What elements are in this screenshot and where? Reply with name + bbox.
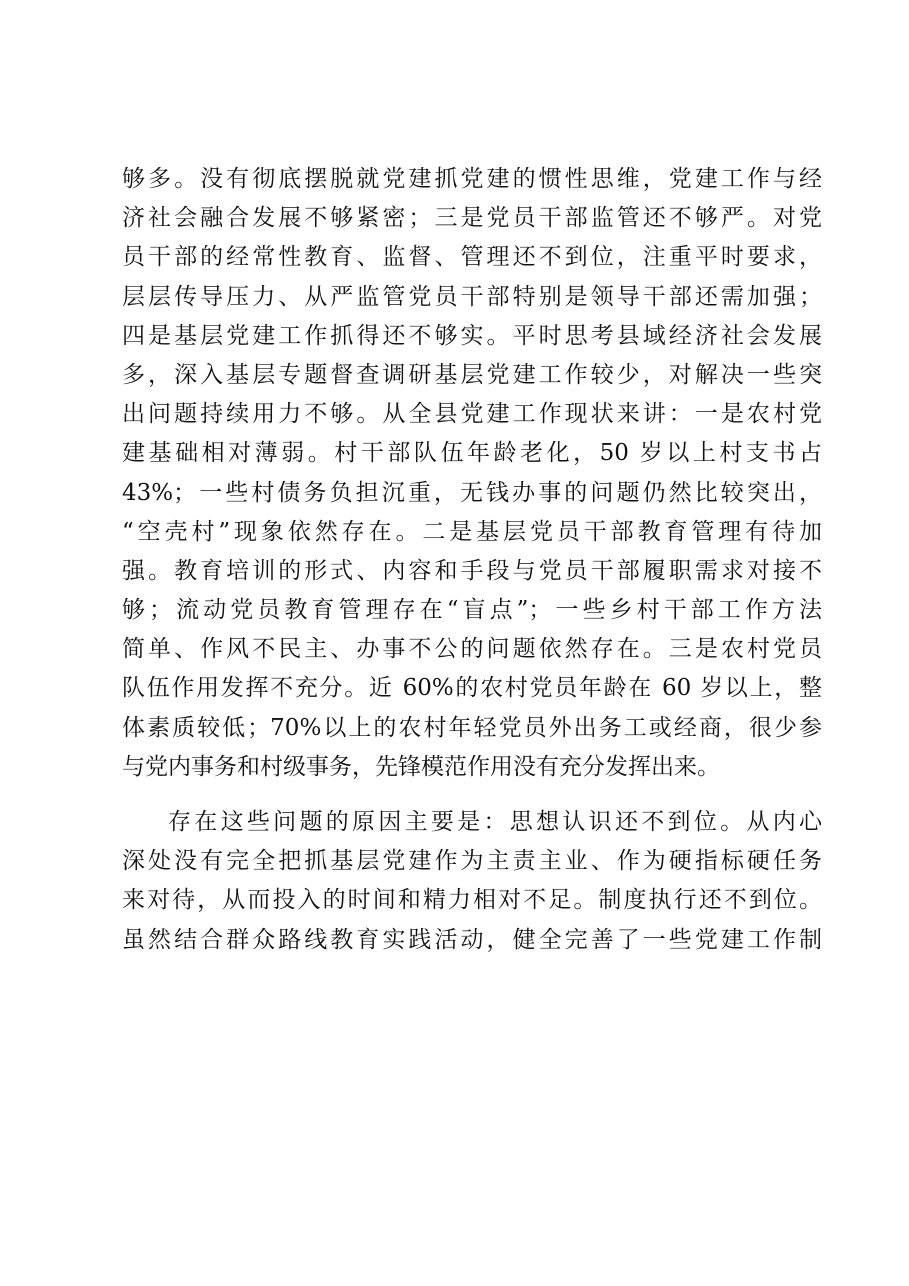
text-line: 够多。没有彻底摆脱就党建抓党建的惯性思维，党建工作与经: [122, 166, 822, 192]
paragraph-2: [122, 803, 822, 960]
text-line: 员干部的经常性教育、监督、管理还不到位，注重平时要求，: [122, 244, 822, 271]
text-line: 队伍作用发挥不充分。近 60%的农村党员年龄在 60 岁以上，整: [122, 675, 822, 702]
text-line: 建基础相对薄弱。村干部队伍年龄老化，50 岁以上村支书占: [122, 440, 822, 467]
text-line: 与党内事务和村级事务，先锋模范作用没有充分发挥出来。: [122, 753, 720, 780]
paragraph-gap: [122, 787, 822, 803]
text-line: 虽然结合群众路线教育实践活动，健全完善了一些党建工作制: [122, 926, 822, 953]
text-line: 体素质较低；70%以上的农村年轻党员外出务工或经商，很少参: [122, 714, 822, 741]
text-line: 层层传导压力、从严监管党员干部特别是领导干部还需加强；: [122, 283, 822, 310]
text-line: 简单、作风不民主、办事不公的问题依然存在。三是农村党员: [122, 636, 822, 663]
text-line: 够；流动党员教育管理存在“盲点”；一些乡村干部工作方法: [122, 597, 822, 624]
text-line: 深处没有完全把抓基层党建作为主责主业、作为硬指标硬任务: [122, 848, 822, 875]
text-line: 四是基层党建工作抓得还不够实。平时思考县域经济社会发展: [122, 322, 822, 349]
text-line: 43%；一些村债务负担沉重，无钱办事的问题仍然比较突出，: [122, 479, 822, 506]
text-line: 济社会融合发展不够紧密；三是党员干部监管还不够严。对党: [122, 205, 822, 232]
body-text: [122, 160, 822, 960]
text-line: 来对待，从而投入的时间和精力相对不足。制度执行还不到位。: [122, 887, 822, 914]
text-line: 多，深入基层专题督查调研基层党建工作较少，对解决一些突: [122, 361, 822, 388]
paragraph-1: [122, 160, 822, 787]
text-line: 强。教育培训的形式、内容和手段与党员干部履职需求对接不: [122, 557, 822, 584]
text-line: “空壳村”现象依然存在。二是基层党员干部教育管理有待加: [122, 518, 822, 545]
text-line: 存在这些问题的原因主要是：思想认识还不到位。从内心: [168, 809, 822, 835]
text-line: 出问题持续用力不够。从全县党建工作现状来讲：一是农村党: [122, 401, 822, 428]
